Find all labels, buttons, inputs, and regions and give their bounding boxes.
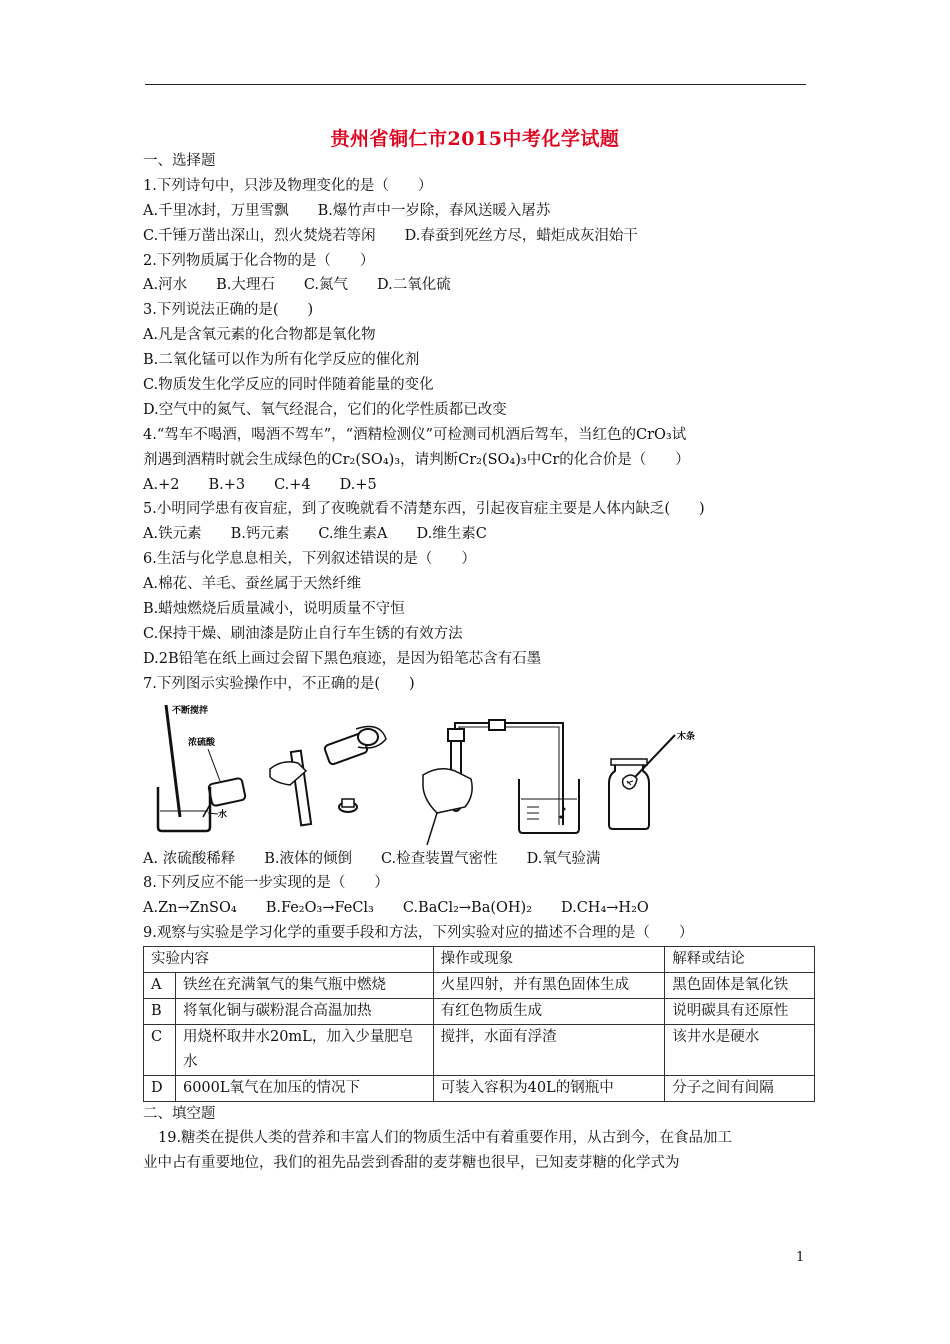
table-header: 解释或结论: [665, 947, 815, 973]
table-header: 操作或现象: [433, 947, 665, 973]
figure-a-dilution: [148, 699, 263, 845]
exam-content: [143, 149, 815, 1176]
table-cell: B: [144, 998, 176, 1024]
table-cell: 用烧杯取井水20mL，加入少量肥皂水: [175, 1024, 433, 1075]
question-stem: 8.下列反应不能一步实现的是（ ）: [143, 875, 389, 892]
table-header-row: [144, 947, 815, 973]
formula: Cr₂(SO₄)₃: [458, 451, 527, 468]
experiment-figures: [143, 699, 815, 847]
question-options: C.千锤万凿出深山，烈火焚烧若等闲 D.春蚕到死丝方尽，蜡炬成灰泪始干: [143, 227, 638, 244]
table-row: [144, 998, 815, 1024]
table-header: 实验内容: [144, 947, 434, 973]
table-cell: 6000L氧气在加压的情况下: [175, 1075, 433, 1101]
table-cell: 该井水是硬水: [665, 1024, 815, 1075]
table-row: [144, 1075, 815, 1101]
option-a: A.凡是含氧元素的化合物都是氧化物: [143, 327, 376, 344]
formula: Cr: [541, 451, 560, 468]
table-cell: 说明碳具有还原性: [665, 998, 815, 1024]
question-stem: 6.生活与化学息息相关，下列叙述错误的是（ ）: [143, 551, 476, 568]
stem-text: 剂遇到酒精时就会生成绿色的: [143, 451, 332, 468]
table-cell: 有红色物质生成: [433, 998, 665, 1024]
question-stem: 9.观察与实验是学习化学的重要手段和方法，下列实验对应的描述不合理的是（ ）: [143, 925, 694, 942]
stem-text: 中: [526, 451, 542, 468]
question-options: A.铁元素 B.钙元素 C.维生素A D.维生素C: [143, 526, 487, 543]
question-stem: 19.糖类在提供人类的营养和丰富人们的物质生活中有着重要作用，从古到今，在食品加工: [158, 1130, 733, 1147]
figure-b-pouring: [268, 699, 398, 845]
stem-text: 的化合价是（ ）: [559, 451, 690, 468]
question-stem: 业中占有重要地位，我们的祖先品尝到香甜的麦芽糖也很早，已知麦芽糖的化学式为: [143, 1155, 680, 1172]
label-stick: 木条: [677, 731, 696, 742]
table-cell: 可装入容积为40L的钢瓶中: [433, 1075, 665, 1101]
table-row: [144, 1024, 815, 1075]
table-cell: 分子之间有间隔: [665, 1075, 815, 1101]
table-cell: 黑色固体是氧化铁: [665, 973, 815, 999]
option-d: D.空气中的氮气、氧气经混合，它们的化学性质都已改变: [143, 401, 507, 418]
section-heading: 二、填空题: [143, 1105, 216, 1122]
stem-text: 试: [671, 426, 687, 443]
question-stem: 3.下列说法正确的是( ): [143, 302, 314, 319]
question-options: A.Zn→ZnSO₄ B.Fe₂O₃→FeCl₃ C.BaCl₂→Ba(OH)₂ D.CH₄→H₂O: [143, 900, 649, 917]
page-title: 贵州省铜仁市2015中考化学试题: [330, 128, 620, 150]
option-a: A.棉花、羊毛、蚕丝属于天然纤维: [143, 576, 362, 593]
label-stir: 不断搅拌: [172, 705, 209, 716]
formula: Cr₂(SO₄)₃: [331, 451, 401, 468]
question-stem: 5.小明同学患有夜盲症，到了夜晚就看不清楚东西，引起夜盲症主要是人体内缺乏( ): [143, 501, 705, 518]
option-b: B.蜡烛燃烧后质量减小，说明质量不守恒: [143, 601, 405, 618]
table-cell: 搅拌，水面有浮渣: [433, 1024, 665, 1075]
table-cell: 铁丝在充满氧气的集气瓶中燃烧: [175, 973, 433, 999]
figure-c-airtightness: [415, 699, 600, 845]
table-row: [144, 973, 815, 999]
option-b: B.二氧化锰可以作为所有化学反应的催化剂: [143, 352, 420, 369]
question-stem: 2.下列物质属于化合物的是（ ）: [143, 252, 375, 269]
question-stem: [143, 423, 815, 448]
label-water: 水: [218, 809, 228, 820]
page-number: 1: [796, 1250, 805, 1265]
table-cell: A: [144, 973, 176, 999]
question-options: A.千里冰封，万里雪飘 B.爆竹声中一岁除，春风送暖入屠苏: [143, 202, 551, 219]
question-options: A.+2 B.+3 C.+4 D.+5: [143, 476, 377, 493]
table-cell: C: [144, 1024, 176, 1075]
table-cell: D: [144, 1075, 176, 1101]
table-cell: 将氧化铜与碳粉混合高温加热: [175, 998, 433, 1024]
experiment-table: [143, 946, 815, 1101]
question-options: A. 浓硫酸稀释 B.液体的倾倒 C.检查装置气密性 D.氧气验满: [143, 850, 601, 867]
question-stem: 7.下列图示实验操作中，不正确的是( ): [143, 675, 415, 692]
stem-text: 4.“驾车不喝酒，喝酒不驾车”，“酒精检测仪”可检测司机酒后驾车，当红色的: [143, 426, 636, 443]
stem-text: ，请判断: [400, 451, 459, 468]
label-acid: 浓硫酸: [188, 737, 216, 748]
question-stem: [143, 448, 815, 473]
figure-d-oxygen-test: [605, 699, 725, 845]
section-heading: 一、选择题: [143, 153, 216, 169]
header-rule: [145, 84, 806, 85]
table-cell: 火星四射，并有黑色固体生成: [433, 973, 665, 999]
formula: CrO₃: [635, 426, 672, 443]
option-c: C.保持干燥、刷油漆是防止自行车生锈的有效方法: [143, 625, 463, 642]
option-d: D.2B铅笔在纸上画过会留下黑色痕迹，是因为铅笔芯含有石墨: [143, 650, 542, 667]
option-c: C.物质发生化学反应的同时伴随着能量的变化: [143, 377, 434, 394]
question-stem: 1.下列诗句中，只涉及物理变化的是（ ）: [143, 177, 433, 194]
question-options: A.河水 B.大理石 C.氮气 D.二氧化硫: [143, 277, 451, 294]
